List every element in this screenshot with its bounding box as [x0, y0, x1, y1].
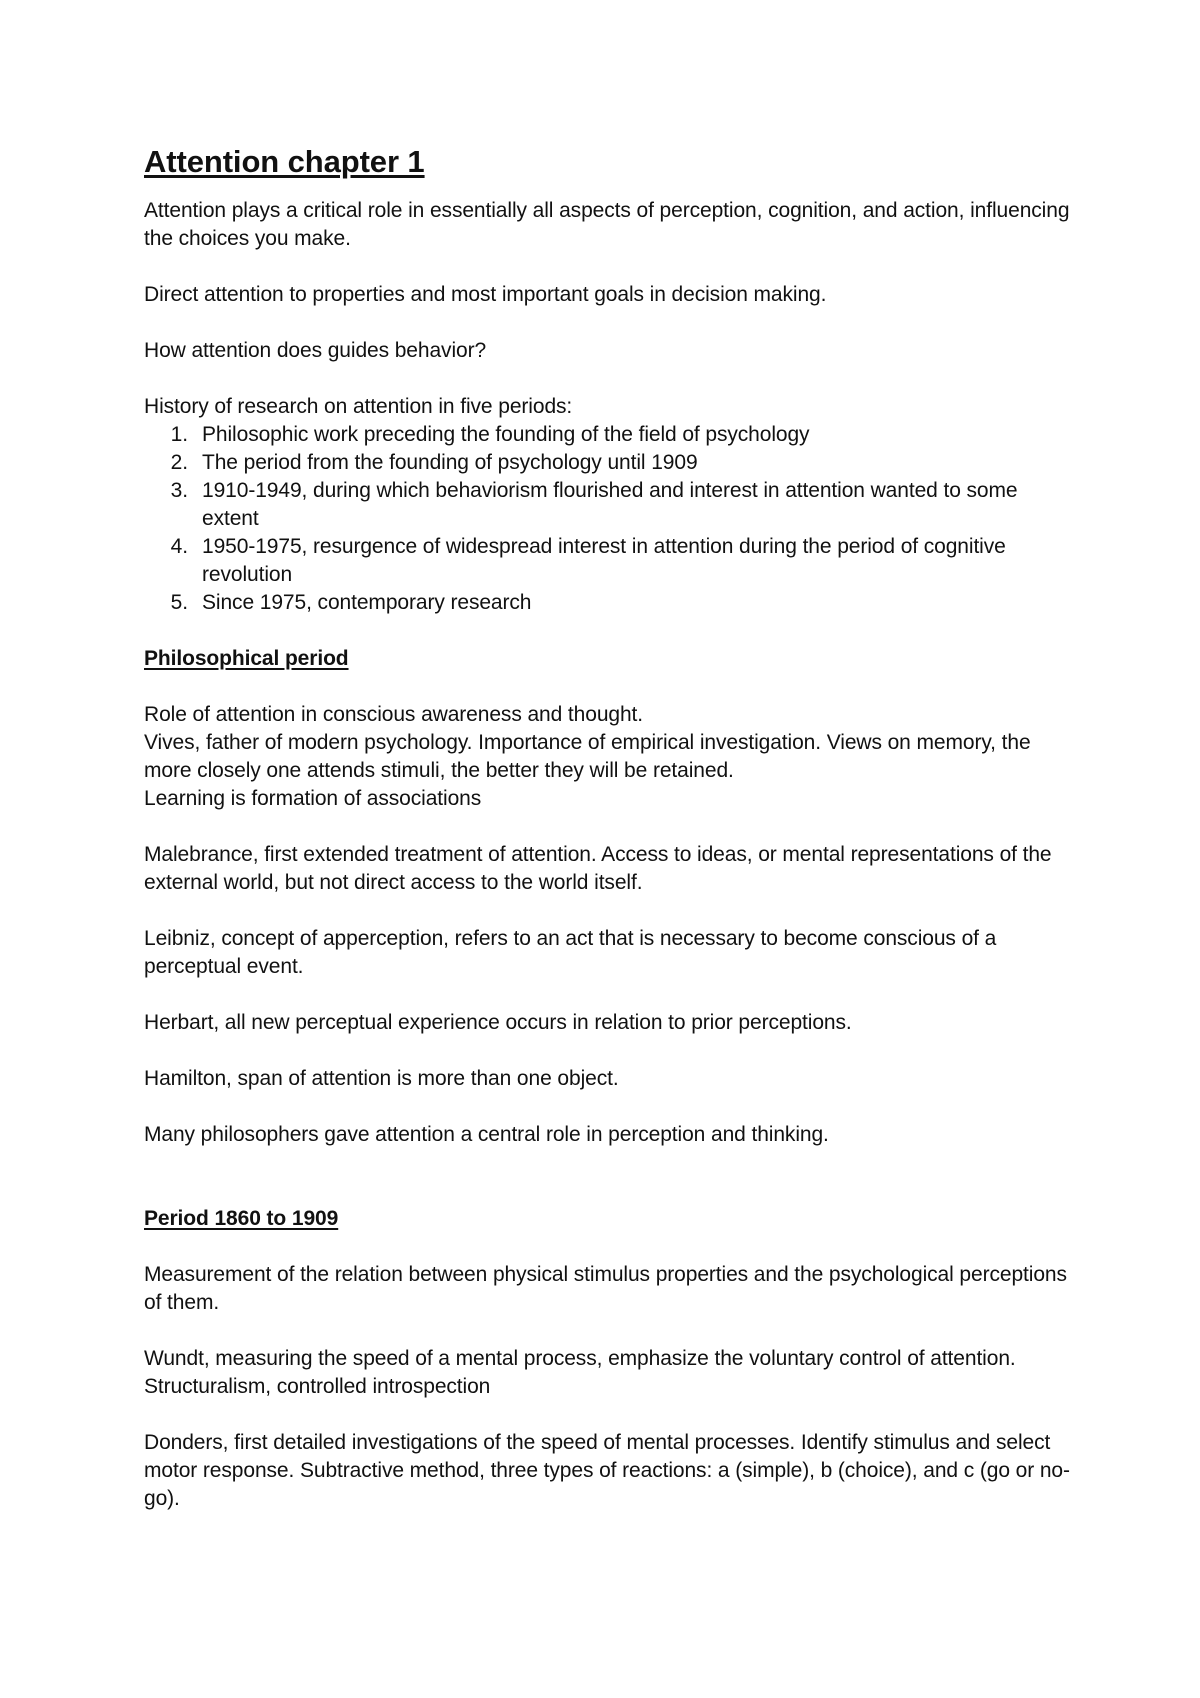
- section-heading-philosophical: Philosophical period: [144, 647, 349, 670]
- blank-line: [144, 1177, 1079, 1205]
- list-item-number: 5.: [170, 591, 188, 614]
- list-item: [144, 589, 1079, 617]
- period-paragraph-measurement: Measurement of the relation between physical stimulus properties and the psychological perceptions of them.: [144, 1263, 1067, 1314]
- philosophical-paragraph-herbart: Herbart, all new perceptual experience occurs in relation to prior perceptions.: [144, 1011, 852, 1034]
- section-heading-period-1860: Period 1860 to 1909: [144, 1207, 339, 1230]
- period-paragraph-wundt: Wundt, measuring the speed of a mental process, emphasize the voluntary control of attention. Structuralism, controlled introspection: [144, 1347, 1016, 1398]
- document-title: Attention chapter 1: [144, 144, 425, 179]
- list-item-text: 1950-1975, resurgence of widespread interest in attention during the period of cognitive revolution: [202, 535, 1006, 586]
- document-page: [144, 142, 1079, 1541]
- period-paragraph-donders: Donders, first detailed investigations of the speed of mental processes. Identify stimulus and select motor response. Subtractive method, three types of reactions: a (simple), b (choice), and c (go or no-go).: [144, 1431, 1070, 1510]
- list-item-text: The period from the founding of psychology until 1909: [202, 451, 698, 474]
- history-periods-list: [144, 421, 1079, 617]
- philosophical-paragraph-summary: Many philosophers gave attention a central role in perception and thinking.: [144, 1123, 829, 1146]
- list-item-number: 3.: [170, 479, 188, 502]
- list-item-text: Philosophic work preceding the founding of the field of psychology: [202, 423, 810, 446]
- list-item-number: 4.: [170, 535, 188, 558]
- philosophical-paragraph-hamilton: Hamilton, span of attention is more than one object.: [144, 1067, 619, 1090]
- intro-paragraph-2: Direct attention to properties and most important goals in decision making.: [144, 283, 827, 306]
- list-item: [144, 477, 1079, 533]
- philosophical-line-3: Learning is formation of associations: [144, 787, 482, 810]
- intro-paragraph-3: How attention does guides behavior?: [144, 339, 487, 362]
- list-item: [144, 449, 1079, 477]
- list-item-text: 1910-1949, during which behaviorism flourished and interest in attention wanted to some extent: [202, 479, 1018, 530]
- list-item-number: 1.: [170, 423, 188, 446]
- list-item: [144, 533, 1079, 589]
- philosophical-paragraph-malebrance: Malebrance, first extended treatment of attention. Access to ideas, or mental representations of the external world, but not direct access to the world itself.: [144, 843, 1052, 894]
- list-item-number: 2.: [170, 451, 188, 474]
- philosophical-paragraph-leibniz: Leibniz, concept of apperception, refers to an act that is necessary to become conscious of a perceptual event.: [144, 927, 997, 978]
- list-item: [144, 421, 1079, 449]
- history-lead: History of research on attention in five periods:: [144, 395, 573, 418]
- intro-paragraph-1: Attention plays a critical role in essentially all aspects of perception, cognition, and action, influencing the choices you make.: [144, 199, 1070, 250]
- philosophical-line-2: Vives, father of modern psychology. Importance of empirical investigation. Views on memory, the more closely one attends stimuli, the better they will be retained.: [144, 731, 1031, 782]
- list-item-text: Since 1975, contemporary research: [202, 591, 532, 614]
- philosophical-line-1: Role of attention in conscious awareness and thought.: [144, 703, 644, 726]
